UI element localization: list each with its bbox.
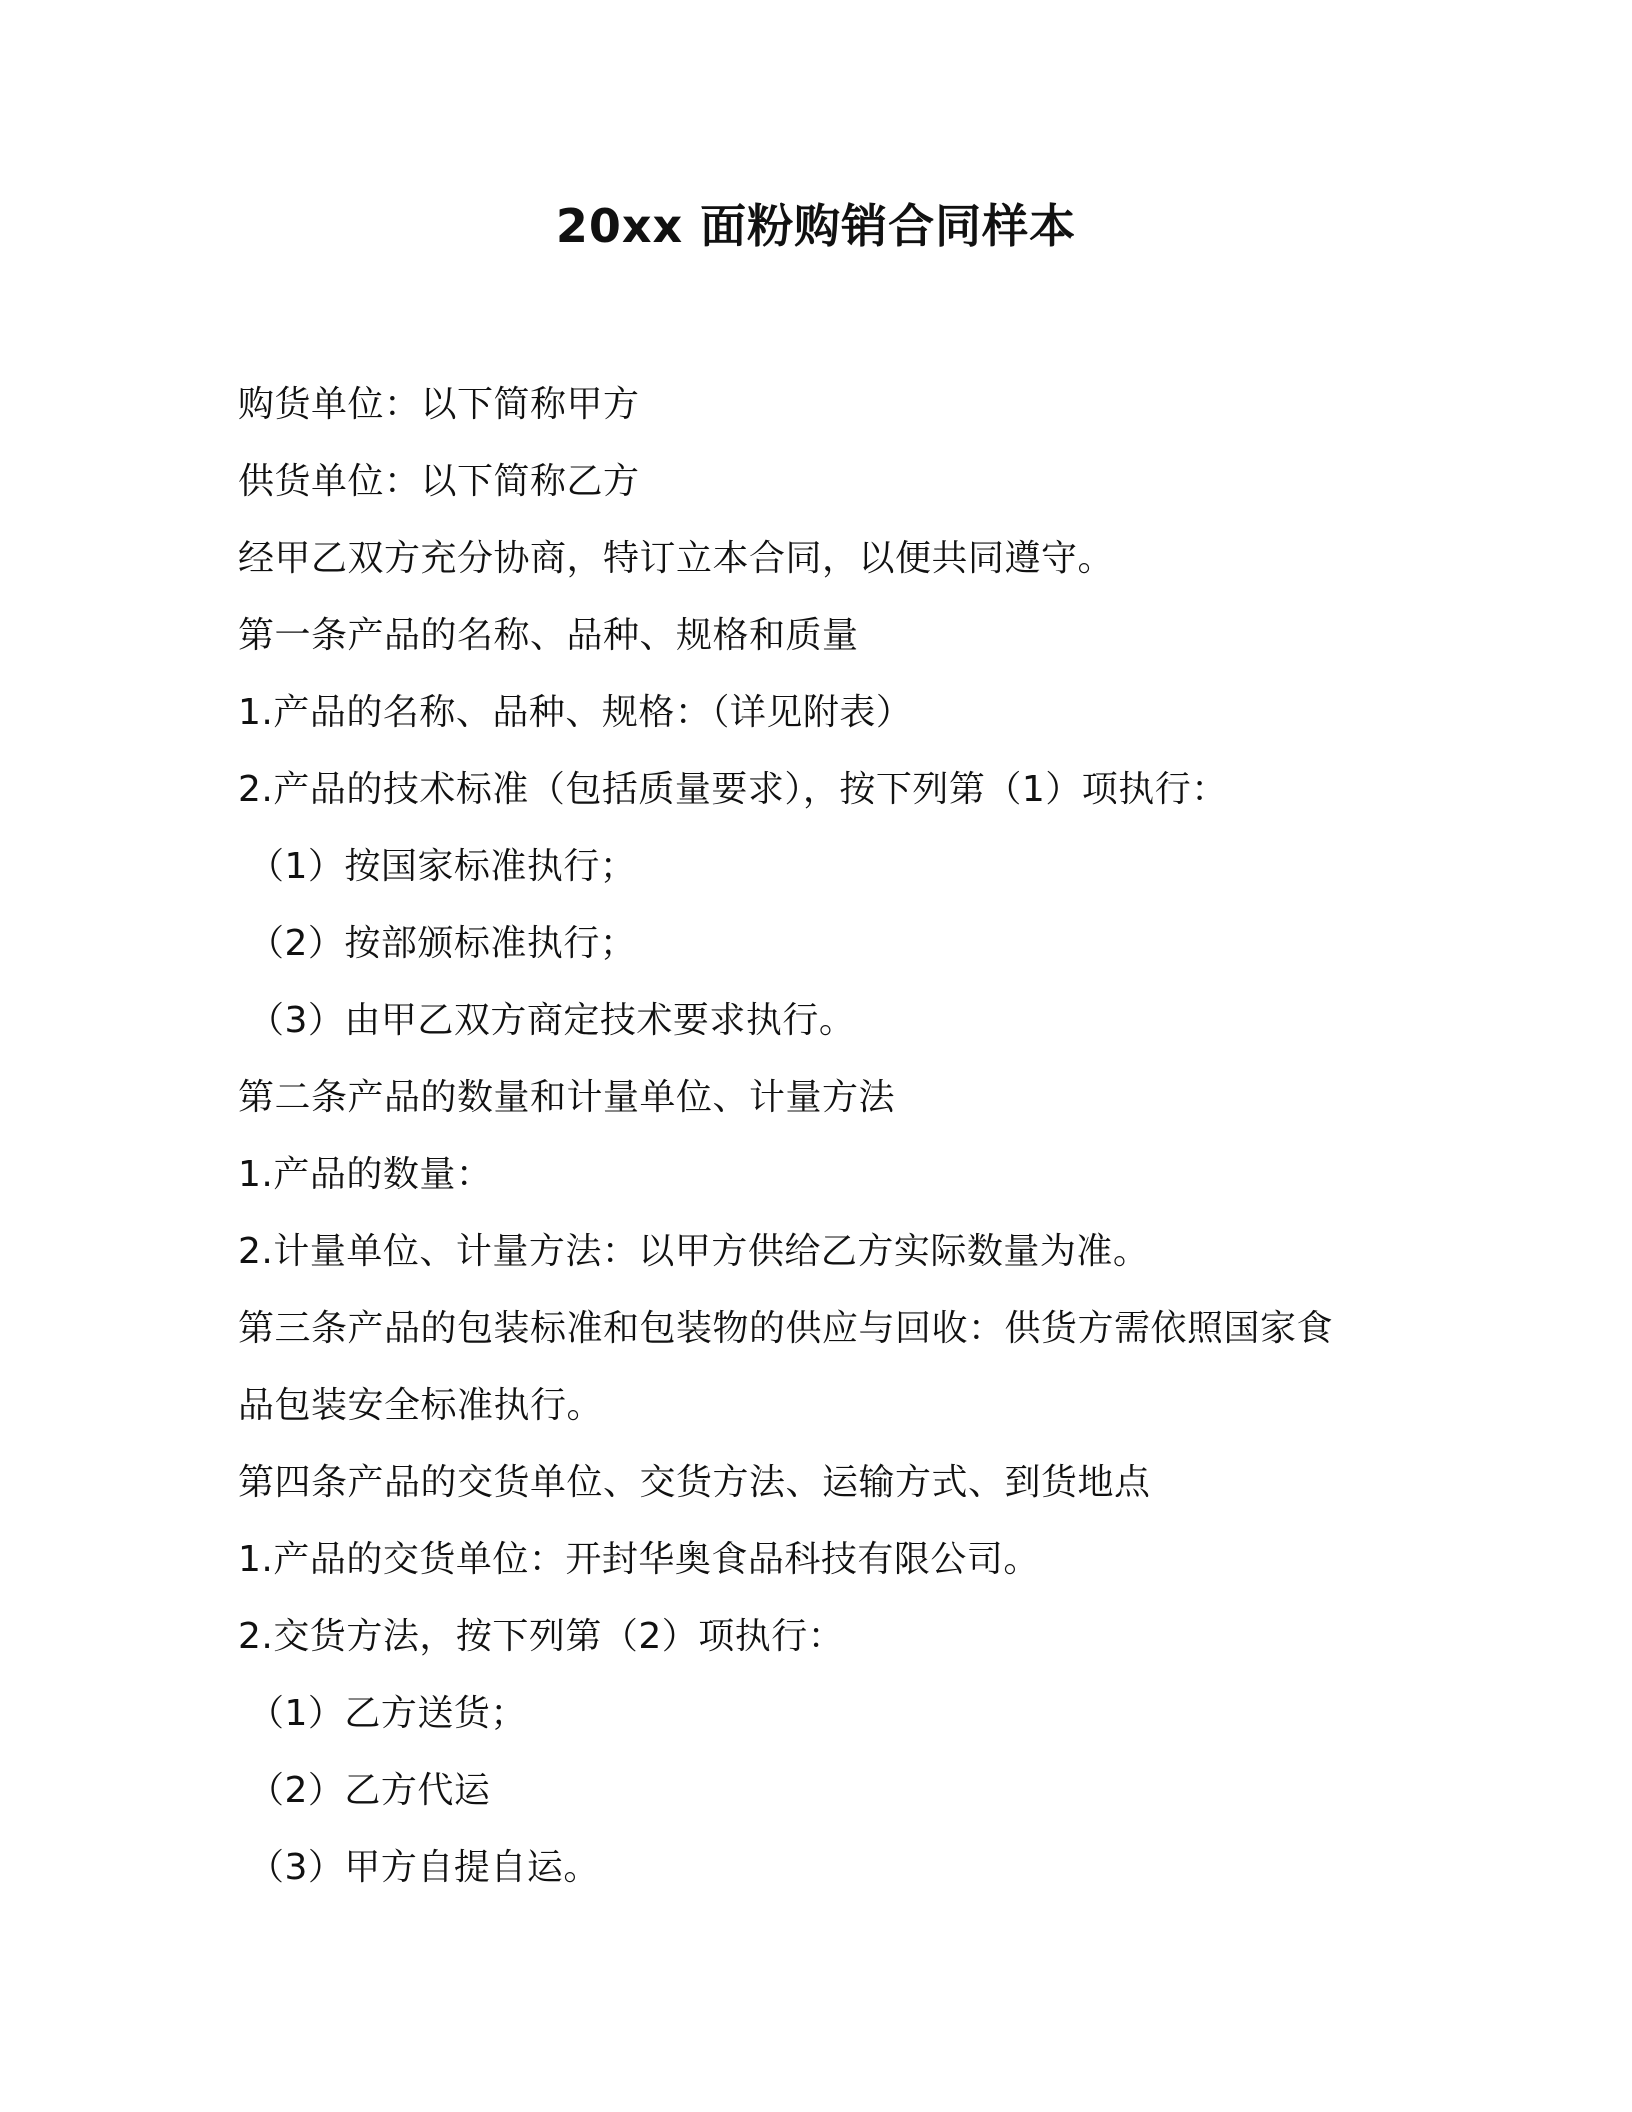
article-4-heading: 第四条产品的交货单位、交货方法、运输方式、到货地点	[238, 1462, 1151, 1503]
article-1-option-1: （1）按国家标准执行；	[248, 846, 637, 887]
article-1-heading: 第一条产品的名称、品种、规格和质量	[238, 615, 859, 656]
article-3-continued: 品包装安全标准执行。	[238, 1385, 604, 1426]
article-3-heading: 第三条产品的包装标准和包装物的供应与回收：供货方需依照国家食	[238, 1308, 1334, 1349]
article-4-item-1: 1.产品的交货单位：开封华奥食品科技有限公司。	[238, 1539, 1040, 1580]
article-4-item-2: 2.交货方法，按下列第（2）项执行：	[238, 1616, 845, 1657]
buyer-line: 购货单位：以下简称甲方	[238, 384, 640, 425]
article-1-item-1: 1.产品的名称、品种、规格：（详见附表）	[238, 692, 913, 733]
article-1-option-2: （2）按部颁标准执行；	[248, 923, 637, 964]
article-1-item-2: 2.产品的技术标准（包括质量要求），按下列第（1）项执行：	[238, 769, 1228, 810]
supplier-line: 供货单位：以下简称乙方	[238, 461, 640, 502]
article-2-item-1: 1.产品的数量：	[238, 1154, 493, 1195]
document-title: 20xx 面粉购销合同样本	[555, 199, 1077, 253]
article-2-heading: 第二条产品的数量和计量单位、计量方法	[238, 1077, 896, 1118]
article-1-option-3: （3）由甲乙双方商定技术要求执行。	[248, 1000, 856, 1041]
contract-body	[238, 366, 1398, 1906]
preamble-line: 经甲乙双方充分协商，特订立本合同，以便共同遵守。	[238, 538, 1115, 579]
article-4-option-2: （2）乙方代运	[248, 1770, 491, 1811]
article-4-option-3: （3）甲方自提自运。	[248, 1847, 600, 1888]
article-2-item-2: 2.计量单位、计量方法：以甲方供给乙方实际数量为准。	[238, 1231, 1150, 1272]
article-4-option-1: （1）乙方送货；	[248, 1693, 527, 1734]
